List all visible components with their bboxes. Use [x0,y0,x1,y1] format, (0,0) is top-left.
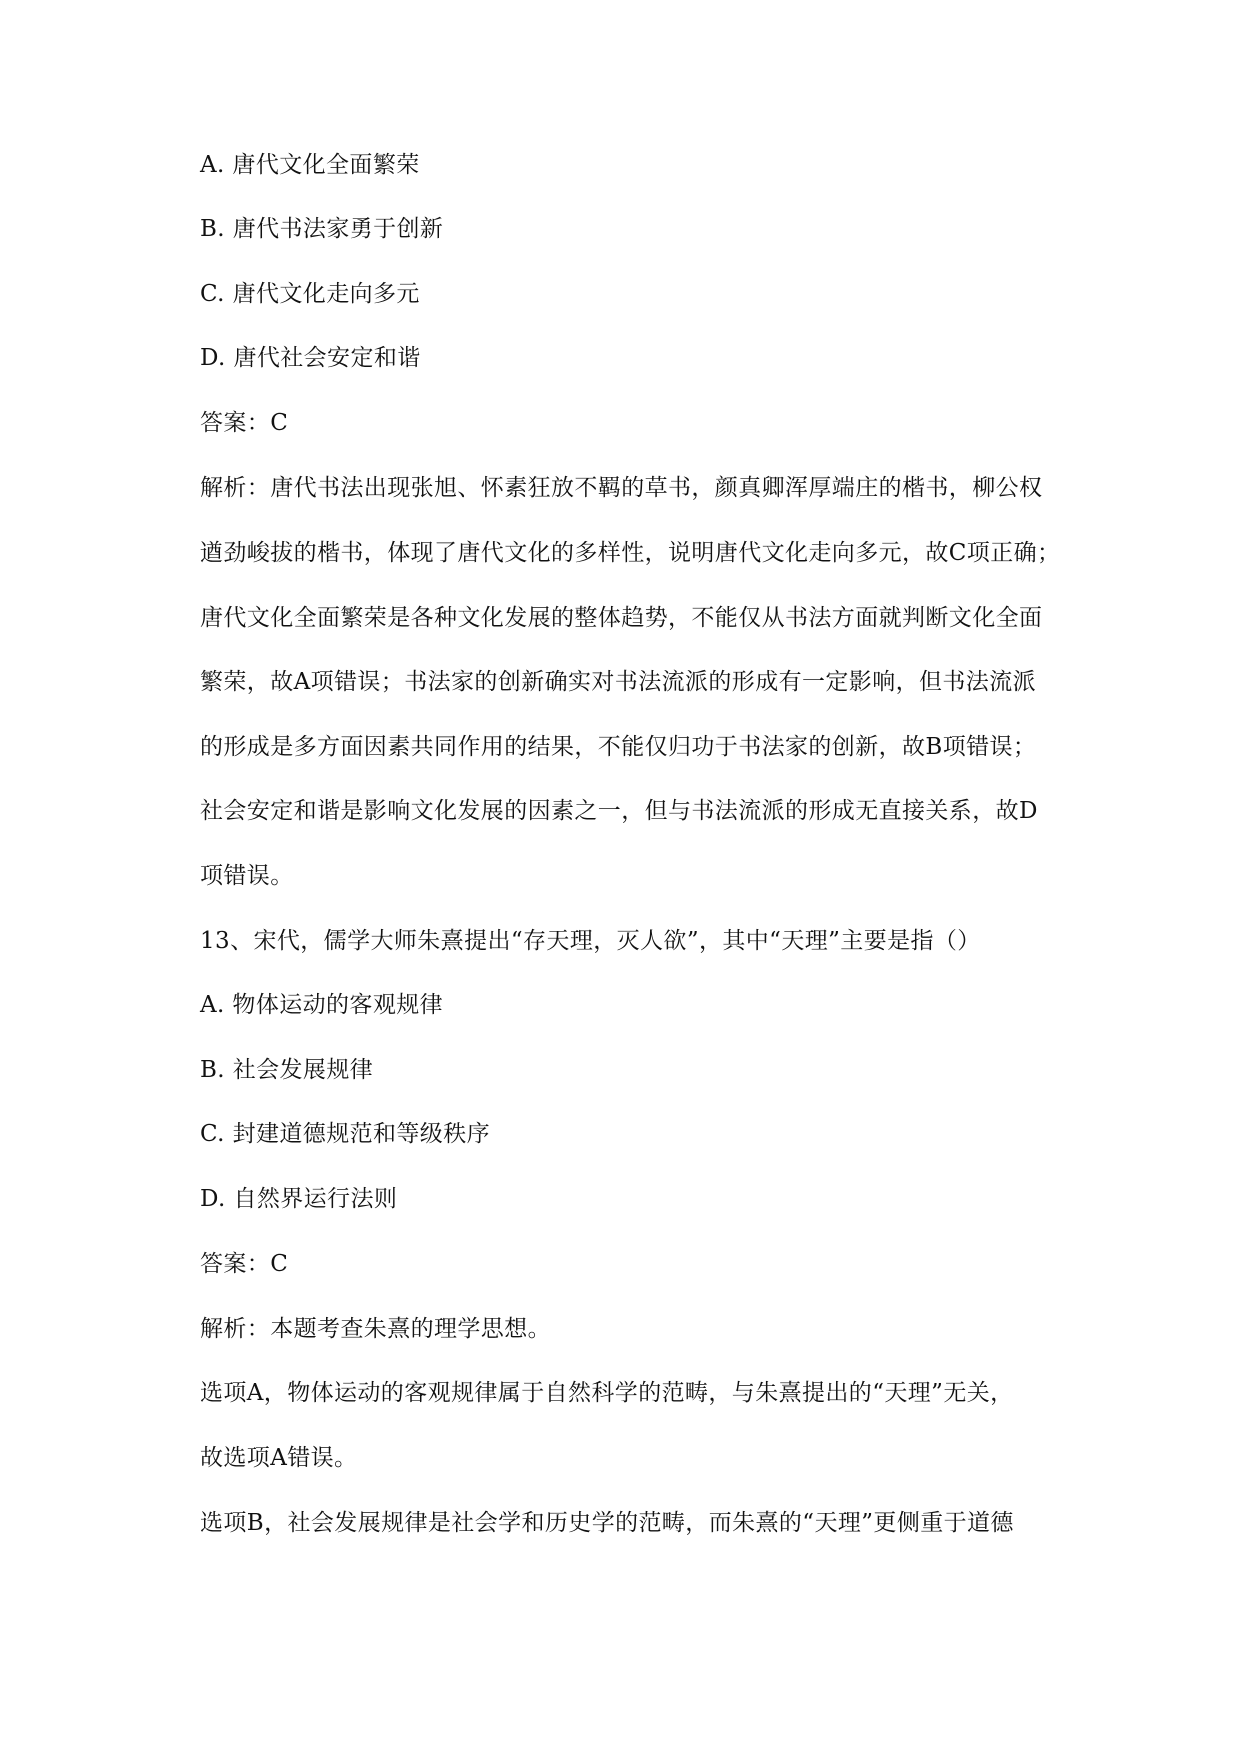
q12-option-b: B. 唐代书法家勇于创新 [200,216,444,242]
q13-option-d: D. 自然界运行法则 [200,1186,398,1212]
q13-answer: 答案：C [200,1251,289,1277]
q13-analysis-line: 选项A，物体运动的客观规律属于自然科学的范畴，与朱熹提出的“天理”无关， [200,1380,1014,1406]
q12-analysis-line: 繁荣，故A项错误；书法家的创新确实对书法流派的形成有一定影响，但书法流派 [200,669,1037,695]
q12-option-d: D. 唐代社会安定和谐 [200,345,421,371]
q12-option-c: C. 唐代文化走向多元 [200,281,420,307]
q13-option-a: A. 物体运动的客观规律 [200,992,444,1018]
q12-analysis-line: 的形成是多方面因素共同作用的结果，不能仅归功于书法家的创新，故B项错误； [200,734,1037,760]
q12-answer: 答案：C [200,410,289,436]
q12-analysis-line: 项错误。 [200,863,294,889]
q12-analysis-line: 遒劲峻拔的楷书，体现了唐代文化的多样性，说明唐代文化走向多元，故C项正确； [200,540,1061,566]
q12-analysis-line: 唐代文化全面繁荣是各种文化发展的整体趋势，不能仅从书法方面就判断文化全面 [200,605,1043,631]
q13-option-b: B. 社会发展规律 [200,1057,374,1083]
q13-question: 13、宋代，儒学大师朱熹提出“存天理，灭人欲”，其中“天理”主要是指（） [200,928,981,954]
q12-analysis-line: 解析：唐代书法出现张旭、怀素狂放不羁的草书，颜真卿浑厚端庄的楷书，柳公权 [200,475,1043,501]
q13-analysis-line: 选项B，社会发展规律是社会学和历史学的范畴，而朱熹的“天理”更侧重于道德 [200,1510,1014,1536]
q12-analysis-line: 社会安定和谐是影响文化发展的因素之一，但与书法流派的形成无直接关系，故D [200,798,1038,824]
q13-analysis-intro: 解析：本题考查朱熹的理学思想。 [200,1316,551,1342]
q13-analysis-line: 故选项A错误。 [200,1445,358,1471]
q13-option-c: C. 封建道德规范和等级秩序 [200,1121,491,1147]
q12-option-a: A. 唐代文化全面繁荣 [200,152,420,178]
